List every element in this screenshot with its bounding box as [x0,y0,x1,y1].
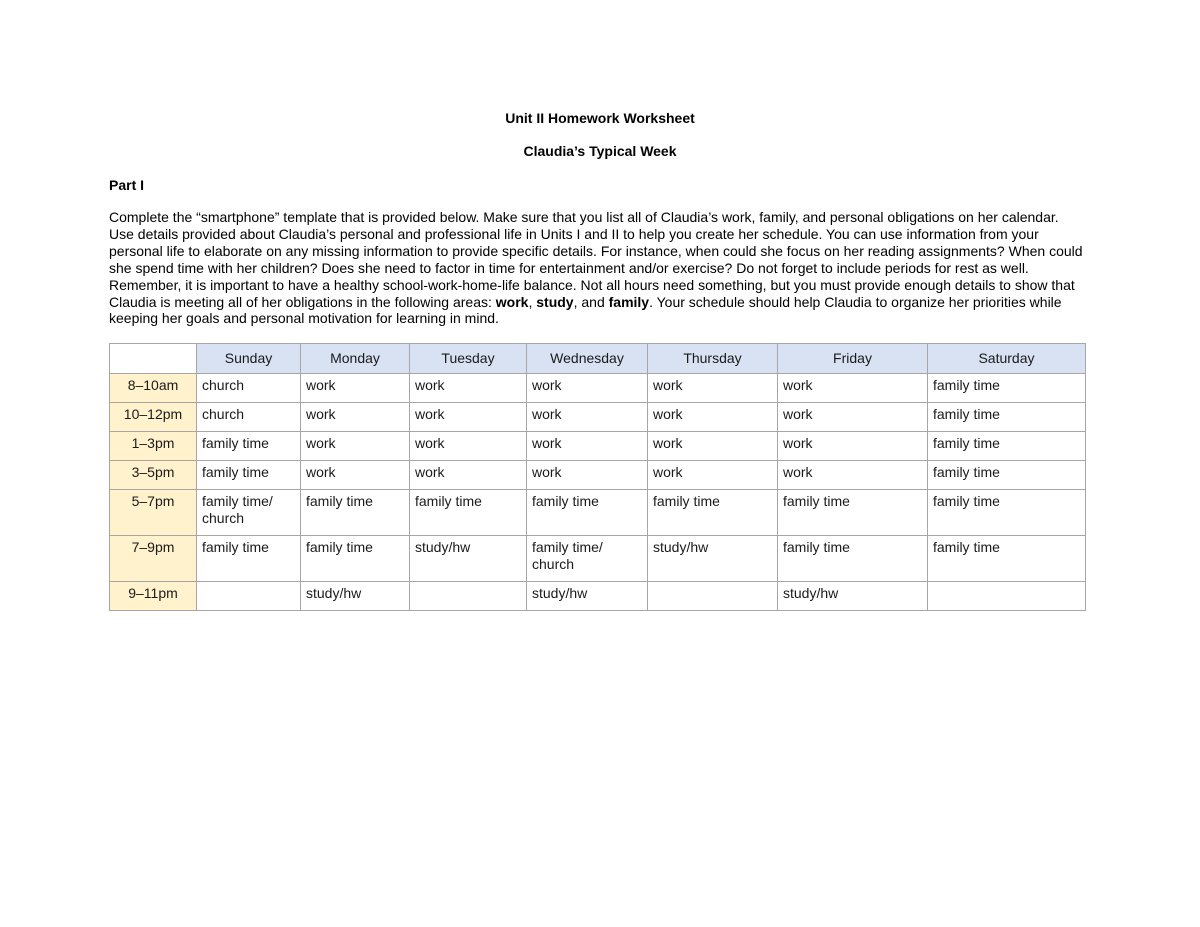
schedule-cell: work [527,432,648,461]
instructions-bold-work: work [495,293,529,310]
schedule-cell: family time/ church [197,490,301,536]
schedule-cell: work [648,432,778,461]
schedule-cell: work [527,374,648,403]
weekly-schedule-table [109,343,1086,611]
table-row [110,490,1086,536]
schedule-cell: work [301,432,410,461]
schedule-cell: family time [928,432,1086,461]
time-slot-cell: 9–11pm [110,582,197,611]
schedule-cell: family time [778,536,928,582]
header-day-monday: Monday [301,344,410,374]
schedule-cell: study/hw [778,582,928,611]
part-heading: Part I [109,177,145,193]
schedule-cell: work [301,403,410,432]
schedule-cell: work [648,374,778,403]
schedule-cell: work [301,374,410,403]
schedule-cell: work [410,461,527,490]
schedule-cell: work [778,403,928,432]
schedule-cell: family time [197,461,301,490]
time-slot-cell: 3–5pm [110,461,197,490]
header-corner-cell [110,344,197,374]
header-day-sunday: Sunday [197,344,301,374]
schedule-cell: family time [301,490,410,536]
schedule-cell: work [301,461,410,490]
schedule-cell: work [410,432,527,461]
schedule-cell: church [197,403,301,432]
schedule-cell: family time/ church [527,536,648,582]
schedule-cell [648,582,778,611]
schedule-cell [410,582,527,611]
schedule-cell: family time [197,536,301,582]
schedule-cell: work [648,461,778,490]
schedule-header-row [110,344,1086,374]
time-slot-cell: 7–9pm [110,536,197,582]
header-day-wednesday: Wednesday [527,344,648,374]
schedule-cell: study/hw [410,536,527,582]
table-row [110,461,1086,490]
instructions-bold-family: family [608,293,650,310]
schedule-cell: work [648,403,778,432]
table-row [110,374,1086,403]
time-slot-cell: 8–10am [110,374,197,403]
instructions-bold-study: study [536,293,574,310]
time-slot-cell: 5–7pm [110,490,197,536]
instructions-paragraph [109,209,1084,327]
schedule-cell: family time [527,490,648,536]
instructions-sep-1: , [528,293,537,310]
header-day-thursday: Thursday [648,344,778,374]
schedule-cell: family time [197,432,301,461]
table-row [110,432,1086,461]
schedule-cell: work [410,374,527,403]
schedule-cell: work [778,432,928,461]
time-slot-cell: 1–3pm [110,432,197,461]
schedule-cell: church [197,374,301,403]
schedule-cell [197,582,301,611]
schedule-cell: study/hw [648,536,778,582]
schedule-cell: study/hw [301,582,410,611]
schedule-cell [928,582,1086,611]
header-day-saturday: Saturday [928,344,1086,374]
schedule-cell: family time [778,490,928,536]
schedule-cell: work [778,374,928,403]
header-day-tuesday: Tuesday [410,344,527,374]
instructions-sep-2: , and [573,293,609,310]
schedule-cell: family time [928,490,1086,536]
instructions-text-2: . Your schedule should help Claudia to organize her priorities while keeping her goals and personal motivation for learning in mind. [109,293,1062,327]
schedule-cell: work [410,403,527,432]
instructions-text-1: Complete the “smartphone” template that is provided below. Make sure that you list all of Claudia’s work, family, and personal obligations on her calendar. Use details provided about Claudia’s personal and professional life in Units I and II to help you create her schedule. You can use information from your personal life to elaborate on any missing information to provide specific details. For instance, when could she focus on her reading assignments? When could she spend time with her children? Does she need to factor in time for entertainment and/or exercise? Do not forget to include periods for rest as well. Remember, it is important to have a healthy school-work-home-life balance. Not all hours need something, but you must provide enough details to show that Claudia is meeting all of her obligations in the following areas: [109,209,1083,310]
schedule-cell: family time [928,403,1086,432]
schedule-cell: family time [301,536,410,582]
schedule-cell: family time [928,374,1086,403]
schedule-cell: work [527,461,648,490]
schedule-cell: work [778,461,928,490]
time-slot-cell: 10–12pm [110,403,197,432]
table-row [110,403,1086,432]
schedule-cell: work [527,403,648,432]
table-row [110,582,1086,611]
schedule-cell: family time [928,536,1086,582]
worksheet-subtitle: Claudia’s Typical Week [523,143,677,159]
schedule-cell: study/hw [527,582,648,611]
schedule-cell: family time [928,461,1086,490]
schedule-cell: family time [410,490,527,536]
schedule-cell: family time [648,490,778,536]
header-day-friday: Friday [778,344,928,374]
worksheet-title: Unit II Homework Worksheet [505,110,695,126]
table-row [110,536,1086,582]
